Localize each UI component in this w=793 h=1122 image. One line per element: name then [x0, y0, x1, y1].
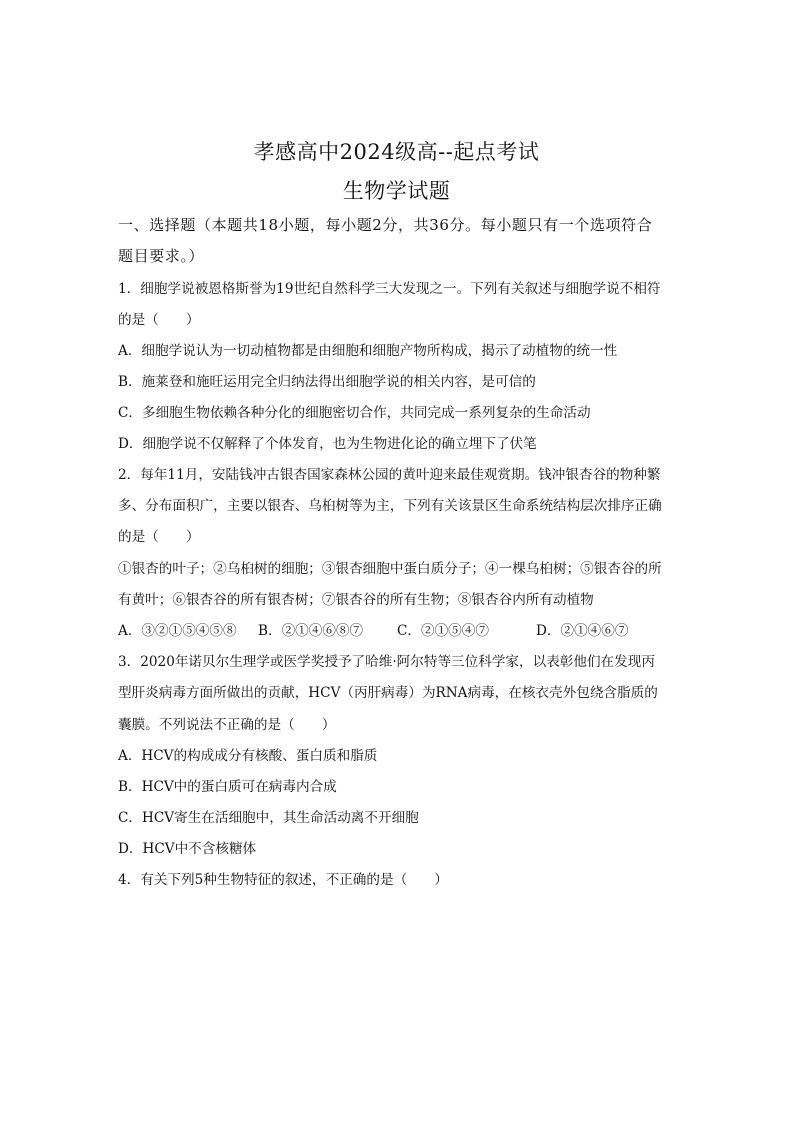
exam-subtitle: 生物学试题: [342, 179, 451, 203]
q4-stem-line-1: 4．有关下列5种生物特征的叙述，不正确的是（ ）: [118, 872, 448, 888]
q3-option-a: A．HCV的构成成分有核酸、蛋白质和脂质: [118, 748, 378, 764]
q2-options-row: [118, 622, 678, 640]
q3-option-c: C．HCV寄生在活细胞中，其生命活动离不开细胞: [118, 810, 419, 826]
q1-option-d: D．细胞学说不仅解释了个体发育，也为生物进化论的确立埋下了伏笔: [118, 436, 537, 452]
q3-option-b: B．HCV中的蛋白质可在病毒内合成: [118, 779, 337, 795]
q2-stem-line-1: 2．每年11月，安陆钱冲古银杏国家森林公园的黄叶迎来最佳观赏期。钱冲银杏谷的物种繁: [118, 467, 661, 483]
q1-option-c: C．多细胞生物依赖各种分化的细胞密切合作，共同完成一系列复杂的生命活动: [118, 405, 591, 421]
q2-stem-line-3: 的是（ ）: [118, 529, 200, 545]
q1-stem-line-2: 的是（ ）: [118, 312, 200, 328]
q3-stem-line-2: 型肝炎病毒方面所做出的贡献，HCV（丙肝病毒）为RNA病毒，在核衣壳外包绕含脂质的: [118, 685, 658, 701]
q3-stem-line-1: 3．2020年诺贝尔生理学或医学奖授予了哈维·阿尔特等三位科学家，以表彰他们在发现丙: [118, 654, 655, 670]
section-heading-line-1: 一、选择题（本题共18小题，每小题2分，共36分。每小题只有一个选项符合: [118, 216, 653, 234]
q1-option-a: A．细胞学说认为一切动植物都是由细胞和细胞产物所构成，揭示了动植物的统一性: [118, 343, 618, 359]
exam-title: 孝感高中2024级高--起点考试: [253, 140, 540, 164]
q2-option-b: B．②①④⑥⑧⑦: [258, 623, 364, 639]
q2-option-c: C．②①⑤④⑦: [397, 623, 489, 639]
q1-option-b: B．施莱登和施旺运用完全归纳法得出细胞学说的相关内容，是可信的: [118, 374, 536, 390]
q1-stem-line-1: 1．细胞学说被恩格斯誉为19世纪自然科学三大发现之一。下列有关叙述与细胞学说不相符: [118, 281, 661, 297]
q2-option-a: A．③②①⑤④⑤⑧: [118, 623, 237, 639]
section-heading-line-2: 题目要求。）: [118, 247, 205, 265]
q2-list-line-1: ①银杏的叶子；②乌桕树的细胞；③银杏细胞中蛋白质分子；④一棵乌桕树；⑤银杏谷的所: [118, 561, 662, 577]
q3-stem-line-3: 囊膜。不列说法不正确的是（ ）: [118, 717, 336, 733]
q2-stem-line-2: 多、分布面积广，主要以银杏、乌桕树等为主，下列有关该景区生命系统结构层次排序正确: [118, 498, 662, 514]
q2-option-d: D．②①④⑥⑦: [536, 623, 629, 639]
q3-option-d: D．HCV中不含核糖体: [118, 841, 257, 857]
q2-list-line-2: 有黄叶；⑥银杏谷的所有银杏树；⑦银杏谷的所有生物；⑧银杏谷内所有动植物: [118, 592, 594, 608]
